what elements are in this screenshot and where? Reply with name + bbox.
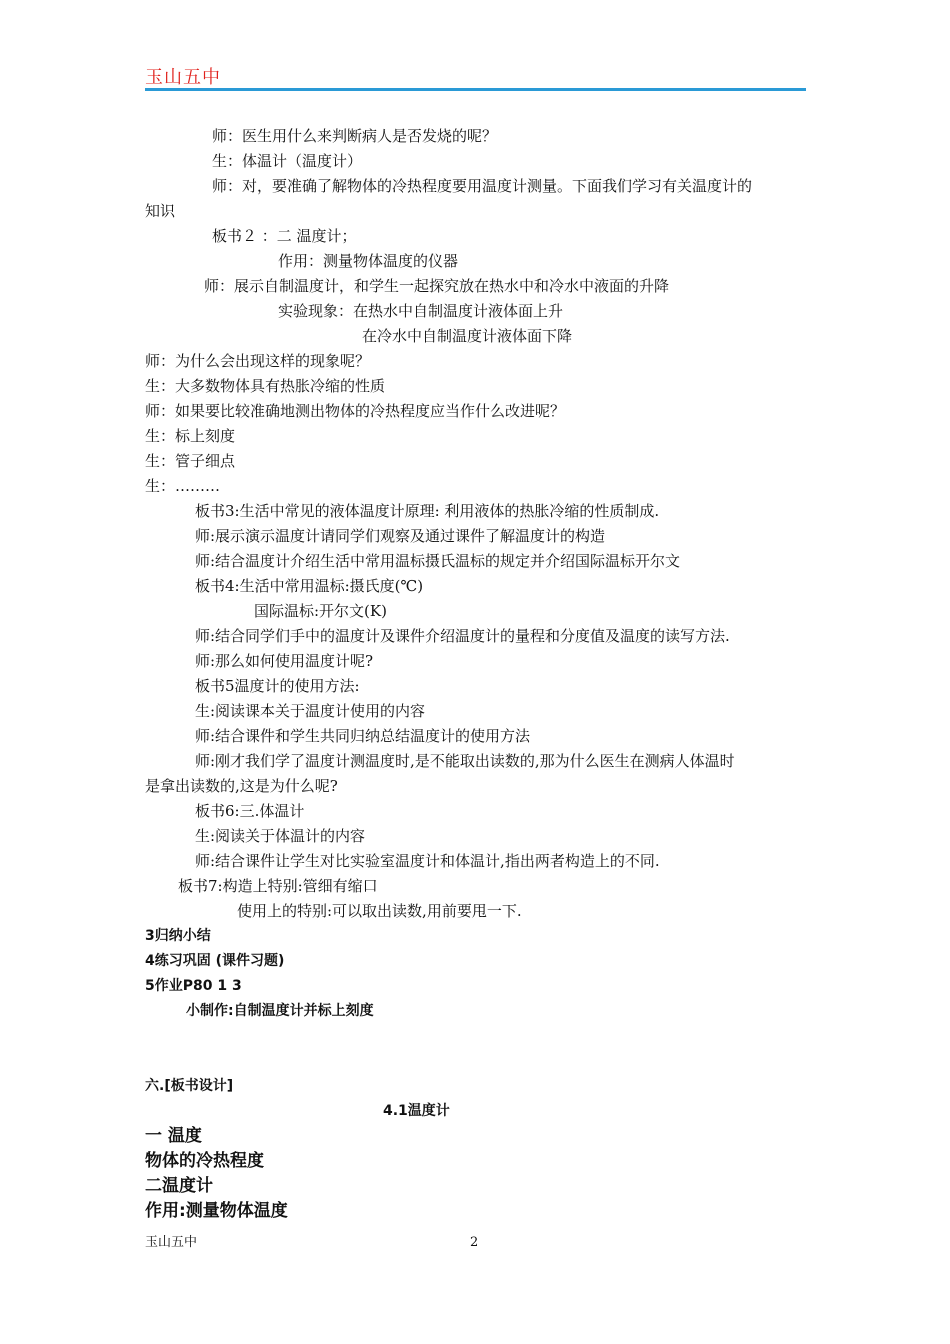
board-design-line: 二温度计 [145,1176,213,1196]
board-design-line: 作用:测量物体温度 [145,1201,288,1221]
body-line: 生：大多数物体具有热胀冷缩的性质 [145,377,386,395]
body-line: 师：展示自制温度计，和学生一起探究放在热水中和冷水中液面的升降 [204,277,670,295]
body-line: 师:刚才我们学了温度计测温度时,是不能取出读数的,那为什么医生在测病人体温时 [195,752,735,770]
body-line: 板书4:生活中常用温标:摄氏度(℃) [195,577,424,595]
page-number: 2 [470,1235,479,1250]
body-line: 板书3:生活中常见的液体温度计原理: 利用液体的热胀冷缩的性质制成. [195,502,660,520]
body-line: 板书5温度计的使用方法: [195,677,360,695]
body-line: 作用：测量物体温度的仪器 [278,252,459,270]
body-line: 师:结合课件和学生共同归纳总结温度计的使用方法 [195,727,531,745]
body-line: 实验现象：在热水中自制温度计液体面上升 [278,302,564,320]
body-line: 师:结合课件让学生对比实验室温度计和体温计,指出两者构造上的不同. [195,852,660,870]
body-line: 师：对，要准确了解物体的冷热程度要用温度计测量。下面我们学习有关温度计的 [212,177,753,195]
board-design-heading: 六.[板书设计] [145,1078,234,1094]
body-line: 师：如果要比较准确地测出物体的冷热程度应当作什么改进呢？ [145,402,566,420]
body-line: 板书6:三.体温计 [195,802,305,820]
header-school-name: 玉山五中 [145,67,221,88]
body-line: 师:结合温度计介绍生活中常用温标摄氏温标的规定并介绍国际温标开尔文 [195,552,681,570]
body-line: 知识 [145,202,176,220]
homework-line: 5作业P80 1 3 [145,978,242,994]
body-line: 生:阅读关于体温计的内容 [195,827,366,845]
document-body [145,124,810,1224]
section-gap [145,1024,810,1074]
footer-school-name: 玉山五中 [145,1235,198,1250]
board-design-title: 4.1温度计 [383,1103,450,1119]
body-line: 是拿出读数的,这是为什么呢? [145,777,338,795]
board-design-line: 物体的冷热程度 [145,1151,264,1171]
board-design-line: 一 温度 [145,1126,202,1146]
body-line: 生：……… [145,477,221,495]
handcraft-line: 小制作:自制温度计并标上刻度 [186,1003,374,1019]
body-line: 师:结合同学们手中的温度计及课件介绍温度计的量程和分度值及温度的读写方法. [195,627,730,645]
body-line: 使用上的特别:可以取出读数,用前要甩一下. [237,902,522,920]
practice-line: 4练习巩固 (课件习题) [145,953,285,969]
body-line: 师：为什么会出现这样的现象呢？ [145,352,371,370]
body-line: 师:展示演示温度计请同学们观察及通过课件了解温度计的构造 [195,527,606,545]
body-line: 生：管子细点 [145,452,236,470]
body-line: 师:那么如何使用温度计呢? [195,652,374,670]
summary-line: 3归纳小结 [145,928,211,944]
header-rule [145,88,806,91]
body-line: 生:阅读课本关于温度计使用的内容 [195,702,426,720]
body-line: 生：标上刻度 [145,427,236,445]
body-line: 师：医生用什么来判断病人是否发烧的呢？ [212,127,498,145]
body-line: 生：体温计（温度计） [212,152,363,170]
body-line: 板书7:构造上特别:管细有缩口 [178,877,378,895]
body-line: 板书２ ：二 温度计； [212,227,357,245]
body-line: 在冷水中自制温度计液体面下降 [362,327,573,345]
body-line: 国际温标:开尔文(K) [254,602,387,620]
